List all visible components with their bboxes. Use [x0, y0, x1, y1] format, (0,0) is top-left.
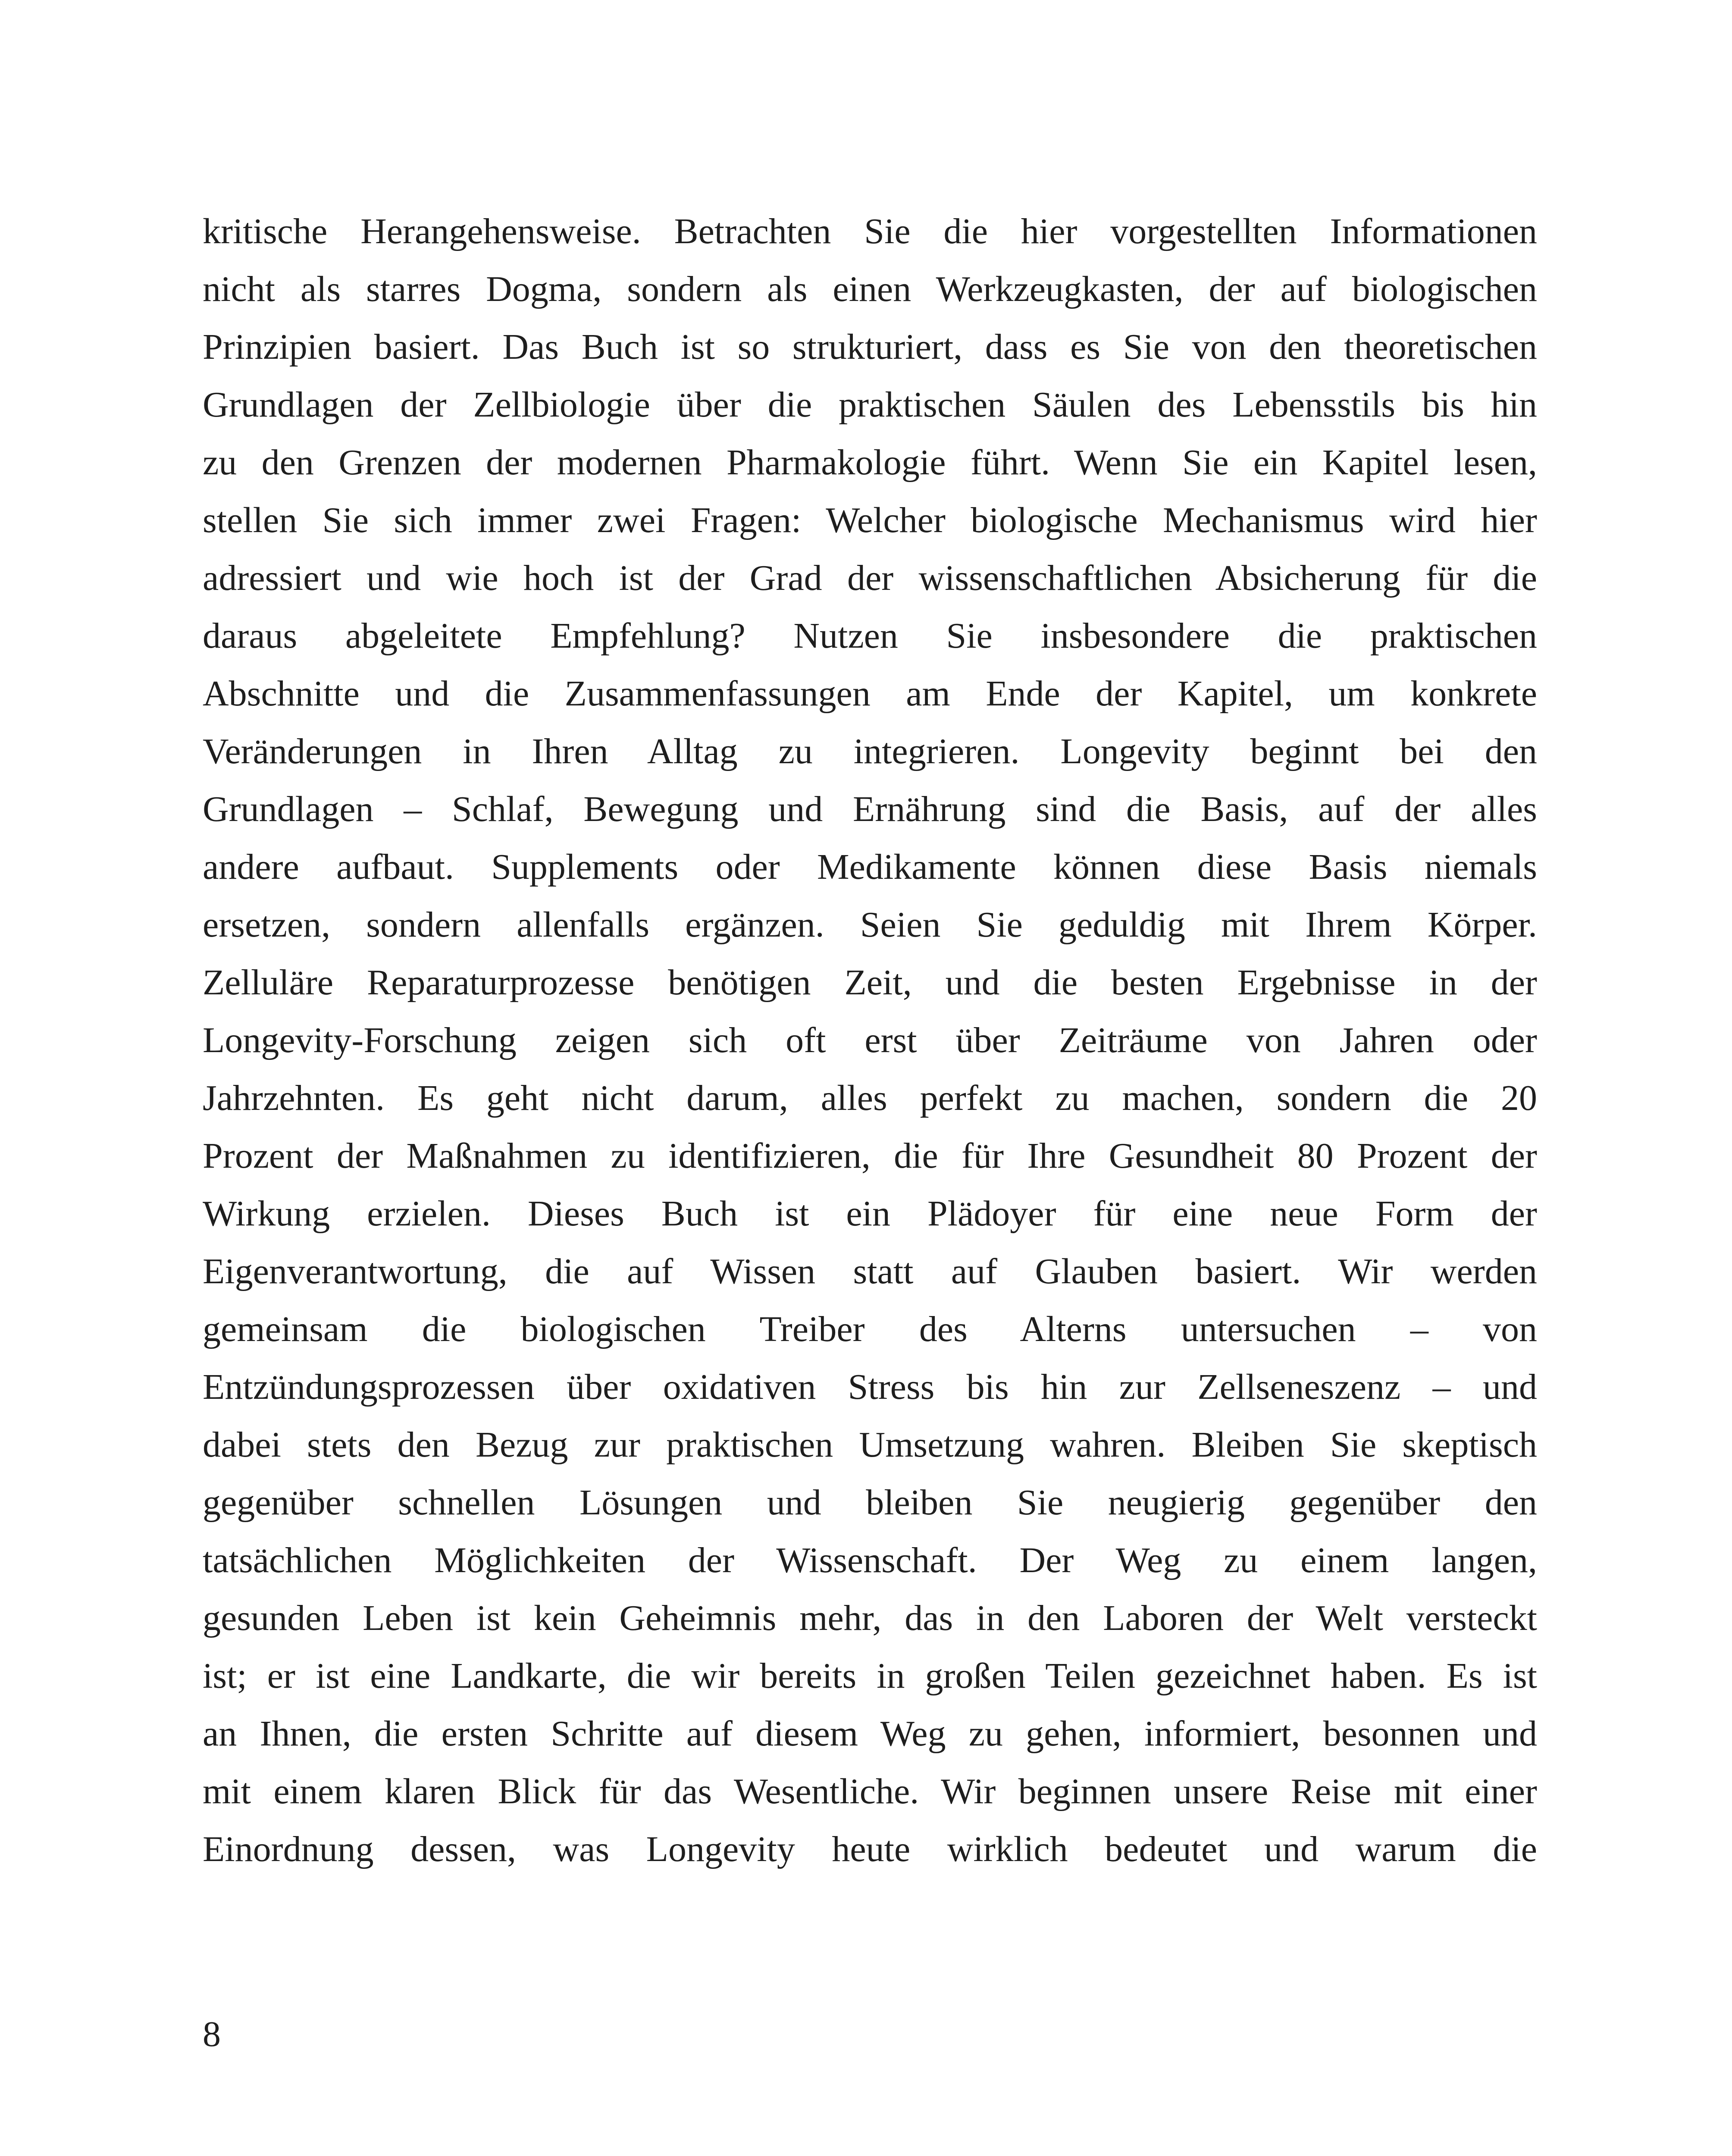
- text-line: andere aufbaut. Supplements oder Medikamente können diese Basis niemals: [203, 847, 1537, 887]
- text-line: gesunden Leben ist kein Geheimnis mehr, das in den Laboren der Welt versteckt: [203, 1598, 1537, 1638]
- text-line: daraus abgeleitete Empfehlung? Nutzen Sie insbesondere die praktischen: [203, 616, 1537, 656]
- text-line: Entzündungsprozessen über oxidativen Stress bis hin zur Zellseneszenz – und: [203, 1367, 1537, 1407]
- text-line: Prozent der Maßnahmen zu identifizieren, die für Ihre Gesundheit 80 Prozent der: [203, 1136, 1537, 1176]
- text-line: nicht als starres Dogma, sondern als einen Werkzeugkasten, der auf biologischen: [203, 269, 1537, 309]
- text-line: Wirkung erzielen. Dieses Buch ist ein Plädoyer für eine neue Form der: [203, 1194, 1537, 1234]
- text-line: an Ihnen, die ersten Schritte auf diesem Weg zu gehen, informiert, besonnen und: [203, 1714, 1537, 1754]
- text-line: Prinzipien basiert. Das Buch ist so strukturiert, dass es Sie von den theoretischen: [203, 327, 1537, 367]
- text-line: Grundlagen der Zellbiologie über die praktischen Säulen des Lebensstils bis hin: [203, 385, 1537, 425]
- text-line: adressiert und wie hoch ist der Grad der wissenschaftlichen Absicherung für die: [203, 558, 1537, 598]
- text-line: ist; er ist eine Landkarte, die wir bereits in großen Teilen gezeichnet haben. Es ist: [203, 1656, 1537, 1696]
- body-text: [203, 203, 1537, 1878]
- page-number: 8: [203, 2014, 221, 2054]
- text-line: Jahrzehnten. Es geht nicht darum, alles perfekt zu machen, sondern die 20: [203, 1078, 1537, 1118]
- text-line: Eigenverantwortung, die auf Wissen statt auf Glauben basiert. Wir werden: [203, 1251, 1537, 1291]
- text-line: Longevity-Forschung zeigen sich oft erst über Zeiträume von Jahren oder: [203, 1020, 1537, 1060]
- text-line: Veränderungen in Ihren Alltag zu integrieren. Longevity beginnt bei den: [203, 731, 1537, 771]
- text-line: Grundlagen – Schlaf, Bewegung und Ernährung sind die Basis, auf der alles: [203, 789, 1537, 829]
- text-line: Abschnitte und die Zusammenfassungen am Ende der Kapitel, um konkrete: [203, 674, 1537, 714]
- text-line: ersetzen, sondern allenfalls ergänzen. Seien Sie geduldig mit Ihrem Körper.: [203, 905, 1537, 945]
- text-line: tatsächlichen Möglichkeiten der Wissenschaft. Der Weg zu einem langen,: [203, 1540, 1537, 1580]
- text-line: mit einem klaren Blick für das Wesentliche. Wir beginnen unsere Reise mit einer: [203, 1771, 1537, 1811]
- text-line: gemeinsam die biologischen Treiber des Alterns untersuchen – von: [203, 1309, 1537, 1349]
- text-line: Einordnung dessen, was Longevity heute wirklich bedeutet und warum die: [203, 1829, 1537, 1869]
- text-line: Zelluläre Reparaturprozesse benötigen Zeit, und die besten Ergebnisse in der: [203, 962, 1537, 1003]
- text-line: kritische Herangehensweise. Betrachten Sie die hier vorgestellten Informationen: [203, 211, 1537, 251]
- text-line: gegenüber schnellen Lösungen und bleiben Sie neugierig gegenüber den: [203, 1482, 1537, 1523]
- text-line: zu den Grenzen der modernen Pharmakologie führt. Wenn Sie ein Kapitel lesen,: [203, 442, 1537, 483]
- text-line: dabei stets den Bezug zur praktischen Umsetzung wahren. Bleiben Sie skeptisch: [203, 1425, 1537, 1465]
- text-line: stellen Sie sich immer zwei Fragen: Welcher biologische Mechanismus wird hier: [203, 500, 1537, 540]
